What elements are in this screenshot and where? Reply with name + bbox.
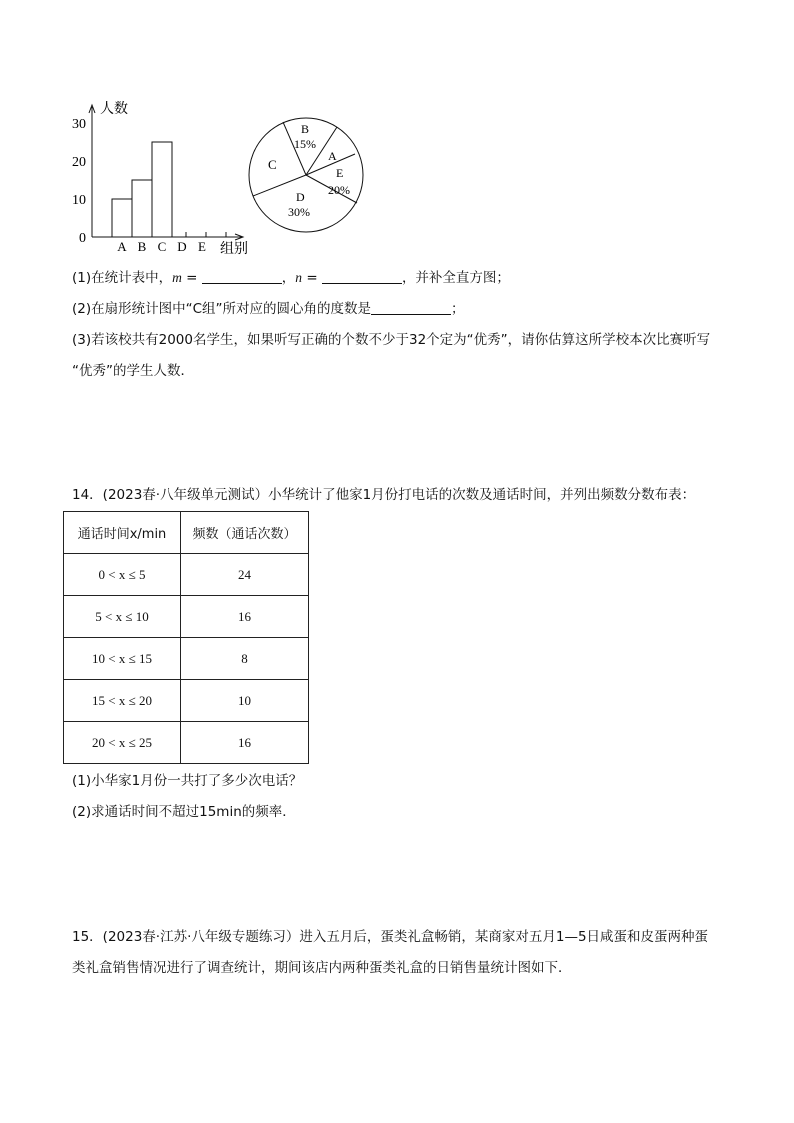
table-row: [64, 554, 309, 596]
table-cell-count: 16: [181, 722, 309, 764]
q14-question1: (1)小华家1月份一共打了多少次电话？: [72, 773, 303, 789]
x-tick-label: D: [177, 239, 187, 254]
x-axis-label: 组别: [220, 242, 248, 257]
bar-chart: [60, 95, 260, 260]
table-cell-interval: 10 < x ≤ 15: [64, 638, 181, 680]
q13-part3-line1: (3)若该校共有2000名学生，如果听写正确的个数不少于32个定为“优秀”，请你估算这所学校本次比赛听写: [72, 332, 711, 348]
bar-b: [132, 180, 152, 237]
y-axis-label: 人数: [100, 102, 128, 117]
y-tick-label: 10: [72, 193, 86, 208]
table-header-frequency: 频数（通话次数）: [181, 512, 309, 554]
pie-label-b: B: [301, 122, 310, 136]
q15-line1: 15．(2023春·江苏·八年级专题练习）进入五月后，蛋类礼盒畅销，某商家对五月1—5日咸蛋和皮蛋两种蛋: [72, 929, 709, 945]
table-row: [64, 638, 309, 680]
x-tick-label: A: [117, 239, 127, 254]
pie-label-d: D: [296, 190, 305, 204]
pie-label-e: E: [336, 166, 344, 180]
x-tick-label: C: [157, 239, 167, 254]
x-tick-label: E: [198, 239, 206, 254]
table-row: [64, 680, 309, 722]
pie-label-c: C: [268, 157, 277, 172]
q14-question2: (2)求通话时间不超过15min的频率．: [72, 804, 296, 820]
blank-n[interactable]: [322, 269, 402, 284]
q13-part2: (2)在扇形统计图中“C组”所对应的圆心角的度数是 ；: [72, 301, 465, 317]
y-tick-label: 20: [72, 155, 86, 170]
x-tick-label: B: [137, 239, 147, 254]
bar-c: [152, 142, 172, 237]
blank-angle[interactable]: [371, 300, 451, 315]
pie-chart: [244, 114, 374, 244]
frequency-table: [63, 511, 309, 764]
table-cell-count: 10: [181, 680, 309, 722]
pie-value-b: 15%: [294, 137, 316, 151]
table-header-time: 通话时间x/min: [64, 512, 181, 554]
y-tick-label: 30: [72, 117, 86, 132]
table-row: [64, 722, 309, 764]
pie-value-e: 20%: [328, 183, 350, 197]
pie-label-a: A: [328, 149, 337, 163]
table-cell-count: 24: [181, 554, 309, 596]
table-cell-interval: 15 < x ≤ 20: [64, 680, 181, 722]
table-cell-count: 8: [181, 638, 309, 680]
blank-m[interactable]: [202, 269, 282, 284]
table-cell-interval: 20 < x ≤ 25: [64, 722, 181, 764]
table-cell-interval: 5 < x ≤ 10: [64, 596, 181, 638]
table-row: [64, 596, 309, 638]
q13-part3-line2: “优秀”的学生人数．: [72, 363, 194, 379]
q13-part1: (1)在统计表中，m = ，n = ，并补全直方图；: [72, 270, 510, 286]
y-tick-label: 0: [79, 231, 86, 246]
table-cell-interval: 0 < x ≤ 5: [64, 554, 181, 596]
q14-intro: 14．(2023春·八年级单元测试）小华统计了他家1月份打电话的次数及通话时间，并列出频数分数布表：: [72, 487, 696, 503]
table-cell-count: 16: [181, 596, 309, 638]
pie-value-d: 30%: [288, 205, 310, 219]
bar-a: [112, 199, 132, 237]
q15-line2: 类礼盒销售情况进行了调查统计，期间该店内两种蛋类礼盒的日销售量统计图如下．: [72, 960, 572, 976]
table-header-row: [64, 512, 309, 554]
